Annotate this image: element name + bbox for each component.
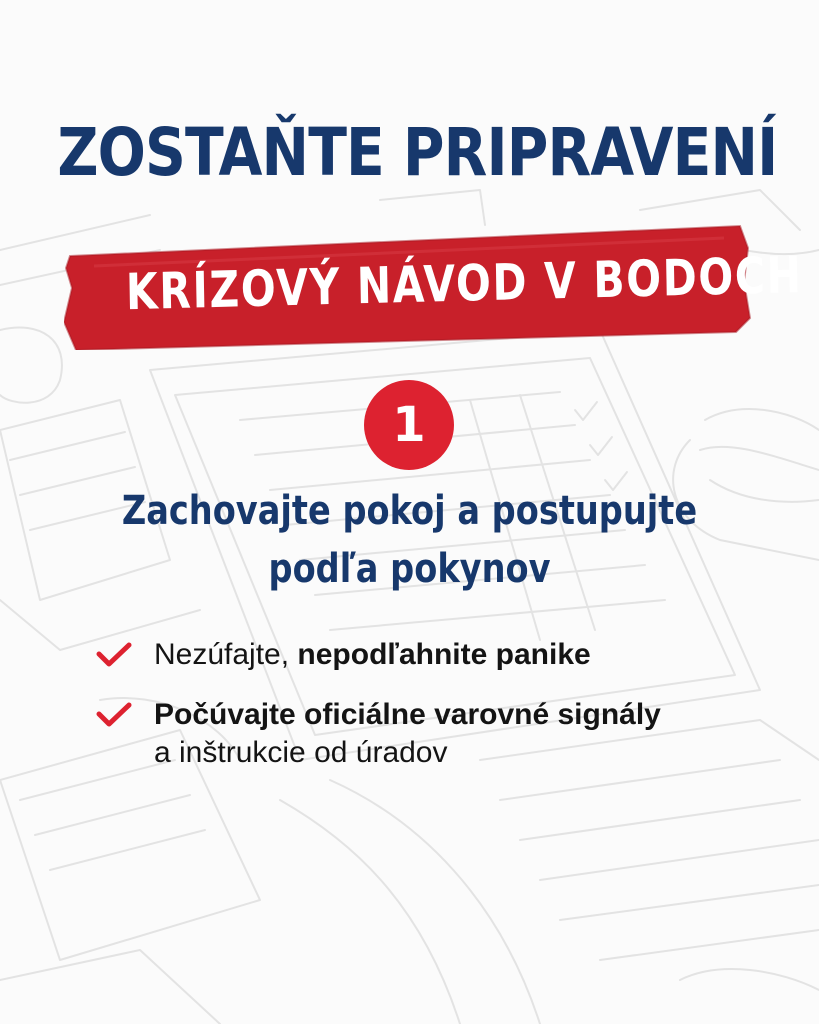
item-plain-text: a inštrukcie od úradov [154, 736, 448, 769]
item-bold-text: Počúvajte oficiálne varovné signály [154, 698, 661, 731]
instruction-list [96, 636, 776, 794]
check-icon [96, 642, 132, 668]
check-icon [96, 702, 132, 728]
red-tape-banner [64, 222, 804, 350]
item-bold-text: nepodľahnite panike [297, 638, 591, 671]
page-title: ZOSTAŇTE PRIPRAVENÍ [57, 114, 778, 191]
list-item [96, 636, 776, 674]
step-heading-line-2: podľa pokynov [268, 546, 551, 592]
item-plain-text: Nezúfajte, [154, 638, 298, 671]
step-heading-line-1: Zachovajte pokoj a postupujte [121, 488, 698, 534]
step-number-badge: 1 [364, 380, 454, 470]
list-item [96, 696, 776, 772]
step-heading [66, 482, 754, 598]
banner-title: KRÍZOVÝ NÁVOD V BODOCH [125, 245, 804, 322]
